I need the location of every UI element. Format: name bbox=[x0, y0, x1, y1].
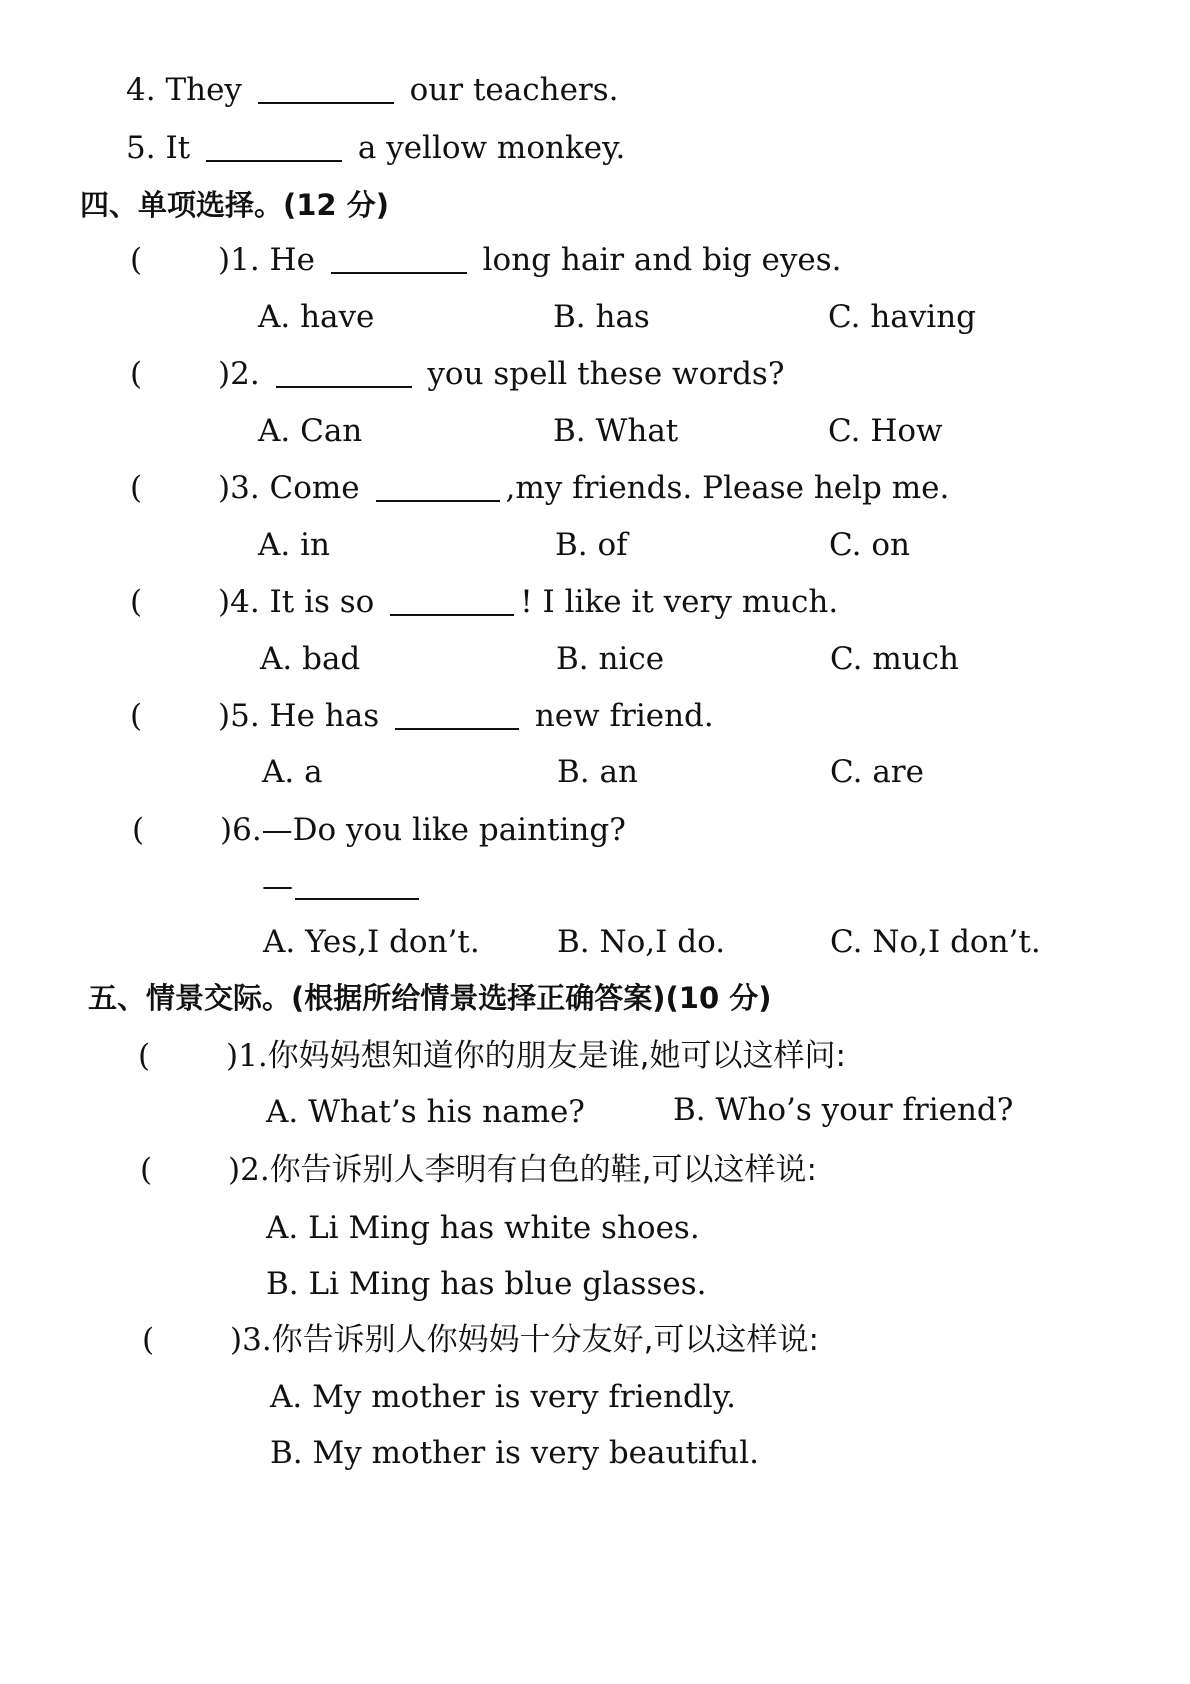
section-5-question-3 bbox=[142, 1320, 819, 1360]
answer-paren[interactable]: ( bbox=[138, 1038, 151, 1074]
option-b: B. My mother is very beautiful. bbox=[270, 1435, 760, 1471]
item-number: 5. bbox=[126, 130, 156, 166]
question-number: )6. bbox=[220, 812, 262, 848]
answer-blank bbox=[376, 470, 500, 502]
question-text-before: Come bbox=[269, 470, 360, 506]
option-c: C. having bbox=[828, 299, 977, 335]
option-c: C. No,I don’t. bbox=[830, 924, 1041, 960]
option-c: C. How bbox=[828, 413, 943, 449]
question-number: )4. bbox=[218, 584, 260, 620]
option-a: A. Can bbox=[258, 413, 363, 449]
section-4-question-5 bbox=[130, 696, 714, 736]
option-a: A. in bbox=[258, 527, 330, 563]
option-a: A. bad bbox=[260, 641, 361, 677]
question-prompt: 你告诉别人李明有白色的鞋,可以这样说: bbox=[269, 1152, 817, 1188]
answer-paren[interactable]: ( bbox=[130, 698, 143, 734]
question-number: )2. bbox=[218, 356, 260, 392]
answer-blank bbox=[331, 242, 467, 274]
section-4-question-3 bbox=[130, 468, 949, 508]
option-c: C. much bbox=[830, 641, 960, 677]
answer-blank[interactable] bbox=[206, 130, 342, 162]
option-b: B. Who’s your friend? bbox=[673, 1092, 1014, 1128]
section-4-question-6 bbox=[132, 810, 626, 850]
section-4-question-1 bbox=[130, 240, 842, 280]
fill-item-5 bbox=[126, 128, 625, 168]
question-text-before: —Do you like painting? bbox=[261, 812, 626, 848]
answer-paren[interactable]: ( bbox=[142, 1322, 155, 1358]
option-a: A. Li Ming has white shoes. bbox=[266, 1210, 700, 1246]
answer-blank bbox=[295, 868, 419, 900]
question-text-after: you spell these words? bbox=[427, 356, 785, 392]
option-a: A. Yes,I don’t. bbox=[263, 924, 480, 960]
item-text-before: It bbox=[165, 130, 191, 166]
answer-blank[interactable] bbox=[258, 72, 394, 104]
answer-paren[interactable]: ( bbox=[130, 584, 143, 620]
option-a: A. My mother is very friendly. bbox=[270, 1379, 736, 1415]
item-text-after: a yellow monkey. bbox=[357, 130, 626, 166]
option-c: C. on bbox=[829, 527, 910, 563]
answer-paren[interactable]: ( bbox=[130, 470, 143, 506]
option-b: B. Li Ming has blue glasses. bbox=[266, 1266, 707, 1302]
question-number: )2. bbox=[228, 1152, 270, 1188]
option-a: A. a bbox=[262, 754, 323, 790]
question-number: )3. bbox=[218, 470, 260, 506]
answer-paren[interactable]: ( bbox=[130, 356, 143, 392]
answer-blank bbox=[395, 698, 519, 730]
question-text-after: long hair and big eyes. bbox=[482, 242, 842, 278]
question-number: )3. bbox=[230, 1322, 272, 1358]
item-text-before: They bbox=[165, 72, 242, 108]
section-5-question-1 bbox=[138, 1036, 846, 1076]
section-5-heading: 五、情景交际。(根据所给情景选择正确答案)(10 分) bbox=[88, 981, 772, 1015]
option-c: C. are bbox=[830, 754, 924, 790]
option-b: B. has bbox=[553, 299, 650, 335]
question-text-before: He has bbox=[269, 698, 380, 734]
question-text-after: ,my friends. Please help me. bbox=[505, 470, 950, 506]
answer-line bbox=[262, 866, 425, 906]
question-text-before: He bbox=[269, 242, 315, 278]
section-4-question-4 bbox=[130, 582, 838, 622]
question-text-before: It is so bbox=[269, 584, 375, 620]
question-prompt: 你告诉别人你妈妈十分友好,可以这样说: bbox=[271, 1322, 819, 1358]
section-5-question-2 bbox=[140, 1150, 817, 1190]
answer-paren[interactable]: ( bbox=[130, 242, 143, 278]
option-a: A. What’s his name? bbox=[266, 1094, 585, 1130]
option-b: B. an bbox=[557, 754, 638, 790]
option-b: B. What bbox=[553, 413, 679, 449]
answer-paren[interactable]: ( bbox=[140, 1152, 153, 1188]
option-b: B. nice bbox=[556, 641, 665, 677]
question-number: )5. bbox=[218, 698, 260, 734]
question-prompt: 你妈妈想知道你的朋友是谁,她可以这样问: bbox=[267, 1038, 846, 1074]
question-number: )1. bbox=[218, 242, 260, 278]
answer-paren[interactable]: ( bbox=[132, 812, 145, 848]
answer-dash: — bbox=[262, 868, 293, 904]
section-4-question-2 bbox=[130, 354, 784, 394]
option-a: A. have bbox=[258, 299, 375, 335]
item-text-after: our teachers. bbox=[409, 72, 619, 108]
question-text-after: new friend. bbox=[534, 698, 714, 734]
answer-blank bbox=[390, 584, 514, 616]
option-b: B. No,I do. bbox=[557, 924, 726, 960]
question-text-after: ! I like it very much. bbox=[520, 584, 839, 620]
fill-item-4 bbox=[126, 70, 619, 110]
question-number: )1. bbox=[226, 1038, 268, 1074]
item-number: 4. bbox=[126, 72, 156, 108]
option-b: B. of bbox=[555, 527, 628, 563]
answer-blank bbox=[276, 356, 412, 388]
section-4-heading: 四、单项选择。(12 分) bbox=[80, 188, 389, 222]
